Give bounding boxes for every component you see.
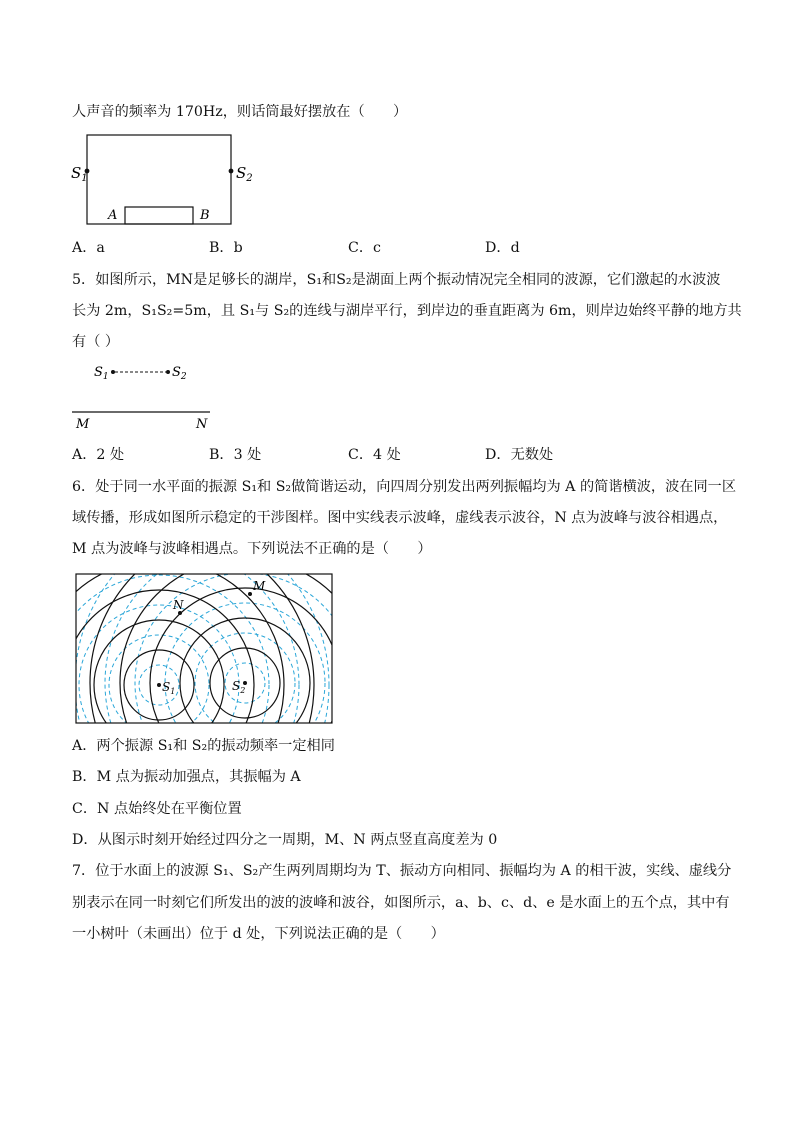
q4-s2-label: $S_2$ [236, 164, 253, 184]
q6-s1-label: $S_1$ [162, 680, 176, 696]
q7-line-1: 7．位于水面上的波源 S₁、S₂产生两列周期均为 T、振动方向相同、振幅均为 A 的相干波，实线、虚线分 [72, 863, 732, 879]
q6-frame [76, 574, 332, 723]
q6-line-2: 域传播，形成如图所示稳定的干涉图样。图中实线表示波峰，虚线表示波谷，N 点为波峰与波谷相遇点， [72, 510, 728, 526]
q5-option-d: D．无数处 [485, 447, 554, 463]
q4-ab-box [125, 207, 193, 224]
q5-s1-label: $S_1$ [94, 365, 109, 382]
q5-m-label: M [76, 417, 90, 432]
q4-option-c: C．c [348, 240, 381, 256]
q6-interference-figure [75, 573, 333, 724]
q5-figure [70, 360, 230, 438]
q5-line-3: 有（ ） [72, 334, 120, 350]
q4-a-label: A [108, 208, 118, 223]
q6-n-label: N [173, 598, 184, 612]
q4-option-d: D．d [485, 240, 520, 256]
q5-n-label: N [196, 417, 208, 432]
q5-option-c: C．4 处 [348, 447, 401, 463]
q6-line-1: 6．处于同一水平面的振源 S₁和 S₂做简谐运动，向四周分别发出两列振幅均为 A 的简谐横波，波在同一区 [72, 479, 737, 495]
q5-s2-label: $S_2$ [172, 365, 187, 382]
q4-b-label: B [200, 208, 210, 223]
q4-figure [68, 128, 268, 228]
q7-line-2: 别表示在同一时刻它们所发出的波的波峰和波谷，如图所示，a、b、c、d、e 是水面上的五个点，其中有 [72, 895, 730, 911]
q6-m-point [248, 592, 252, 596]
q7-line-3: 一小树叶（未画出）位于 d 处，下列说法正确的是（ ） [72, 926, 445, 942]
q4-option-b: B．b [209, 240, 243, 256]
q6-s1-point [157, 683, 161, 687]
q4-option-a: A．a [72, 240, 105, 256]
q4-stem-end: 人声音的频率为 170Hz，则话筒最好摆放在（ ） [72, 104, 408, 120]
q4-s1-label: $S_1$ [71, 164, 88, 184]
q5-line-2: 长为 2m，S₁S₂=5m，且 S₁与 S₂的连线与湖岸平行，到岸边的垂直距离为 6m，则岸边始终平静的地方共 [72, 303, 742, 319]
q6-trough-circles [75, 573, 333, 724]
q6-s2-label: $S_2$ [232, 679, 246, 695]
q6-option-c: C．N 点始终处在平衡位置 [72, 801, 242, 817]
q6-option-d: D．从图示时刻开始经过四分之一周期，M、N 两点竖直高度差为 0 [72, 832, 498, 848]
q5-line-1: 5．如图所示，MN是足够长的湖岸，S₁和S₂是湖面上两个振动情况完全相同的波源，它们激起的水波波 [72, 272, 721, 288]
q6-option-a: A．两个振源 S₁和 S₂的振动频率一定相同 [72, 738, 335, 754]
q5-option-b: B．3 处 [209, 447, 262, 463]
q6-m-label: M [253, 579, 266, 593]
q6-line-3: M 点为波峰与波峰相遇点。下列说法不正确的是（ ） [72, 541, 432, 557]
q4-s2-point [229, 169, 234, 174]
q5-option-a: A．2 处 [72, 447, 125, 463]
q6-s2-point [243, 681, 247, 685]
q6-option-b: B．M 点为振动加强点，其振幅为 A [72, 769, 301, 785]
